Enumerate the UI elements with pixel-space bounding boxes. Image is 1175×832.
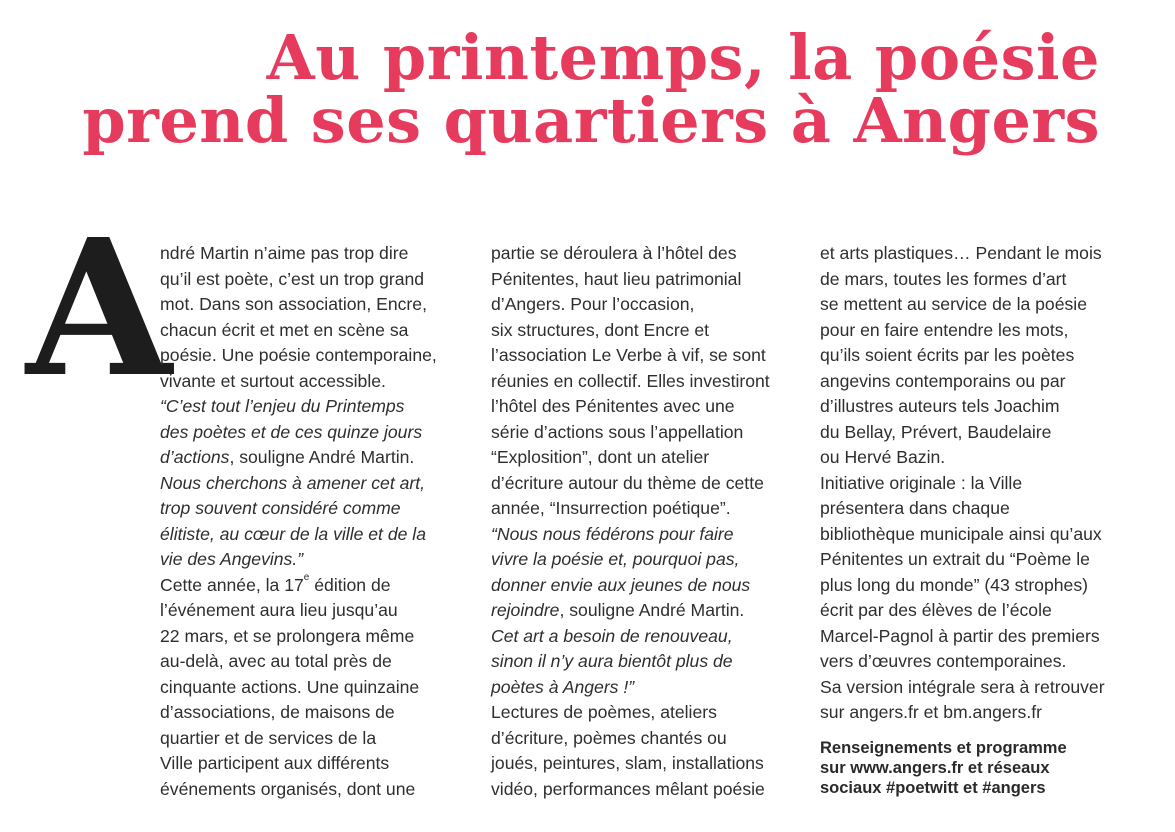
text-line: Lectures de poèmes, ateliers — [491, 702, 717, 722]
quote-line: Cet art a besoin de renouveau, — [491, 625, 733, 646]
text-line: écrit par des élèves de l’école — [820, 600, 1052, 620]
quote-line: vivre la poésie et, pourquoi pas, — [491, 549, 740, 569]
text-line: Marcel-Pagnol à partir des premiers — [820, 625, 1100, 646]
quote-fragment: d’actions — [160, 447, 230, 467]
text-line: Ville participent aux différents — [160, 753, 390, 773]
superscript: e — [303, 571, 310, 583]
title-line-1: Au printemps, la poésie — [266, 21, 1100, 94]
quote-fragment: rejoindre — [491, 600, 560, 620]
text-fragment: édition de — [309, 574, 391, 595]
quote-line: des poètes et de ces quinze jours — [160, 421, 423, 442]
mixed-line — [491, 598, 770, 624]
mixed-line — [160, 445, 437, 471]
quote-line: poètes à Angers !” — [491, 676, 635, 697]
text-line: “Explosition”, dont un atelier — [491, 447, 710, 467]
text-line: 22 mars, et se prolongera même — [160, 625, 415, 646]
quote-line: Nous cherchons à amener cet art, — [160, 472, 426, 493]
text-line: ndré Martin n’aime pas trop dire — [160, 243, 409, 263]
text-line: ou Hervé Bazin. — [820, 447, 946, 467]
text-line: plus long du monde” (43 strophes) — [820, 574, 1088, 595]
quote-line: trop souvent considéré comme — [160, 498, 401, 518]
info-line: Renseignements et programme — [820, 739, 1067, 757]
text-line: qu’ils soient écrits par les poètes — [820, 345, 1075, 365]
text-line: du Bellay, Prévert, Baudelaire — [820, 421, 1052, 442]
text-line: d’écriture, poèmes chantés ou — [491, 727, 727, 748]
text-fragment: Cette année, la 17 — [160, 574, 304, 595]
text-line: Initiative originale : la Ville — [820, 472, 1023, 493]
text-line: d’Angers. Pour l’occasion, — [491, 294, 695, 314]
text-line: au-delà, avec au total près de — [160, 651, 392, 671]
text-fragment: , souligne André Martin. — [229, 447, 415, 467]
quote-line: vie des Angevins.” — [160, 549, 304, 569]
text-line: joués, peintures, slam, installations — [491, 753, 764, 773]
text-line: se mettent au service de la poésie — [820, 294, 1087, 314]
text-line: Sa version intégrale sera à retrouver — [820, 676, 1105, 697]
text-line: d’illustres auteurs tels Joachim — [820, 396, 1060, 416]
text-line: six structures, dont Encre et — [491, 319, 710, 340]
text-line: quartier et de services de la — [160, 727, 377, 748]
quote-line: donner envie aux jeunes de nous — [491, 574, 751, 595]
text-line: vivante et surtout accessible. — [160, 370, 386, 391]
text-line: d’associations, de maisons de — [160, 702, 395, 722]
quote-line: élitiste, au cœur de la ville et de la — [160, 523, 426, 544]
text-line: sur angers.fr et bm.angers.fr — [820, 702, 1042, 722]
article-title — [0, 21, 1100, 157]
text-line: qu’il est poète, c’est un trop grand — [160, 268, 425, 289]
text-line: Pénitentes un extrait du “Poème le — [820, 549, 1090, 569]
text-line: et arts plastiques… Pendant le mois — [820, 243, 1102, 263]
article-column-1 — [160, 241, 437, 802]
text-line: chacun écrit et met en scène sa — [160, 319, 409, 340]
text-line: vidéo, performances mêlant poésie — [491, 778, 765, 799]
text-line: l’événement aura lieu jusqu’au — [160, 600, 398, 620]
text-line: réunies en collectif. Elles investiront — [491, 370, 770, 391]
info-line: sur www.angers.fr et réseaux — [820, 759, 1050, 777]
quote-line: “Nous nous fédérons pour faire — [491, 523, 734, 544]
text-line: cinquante actions. Une quinzaine — [160, 676, 420, 697]
text-line: partie se déroulera à l’hôtel des — [491, 243, 737, 263]
title-line-2: prend ses quartiers à Angers — [82, 84, 1100, 157]
article-column-3 — [820, 241, 1105, 726]
text-line: Pénitentes, haut lieu patrimonial — [491, 268, 742, 289]
text-line: angevins contemporains ou par — [820, 370, 1066, 391]
text-line: de mars, toutes les formes d’art — [820, 268, 1067, 289]
text-line: vers d’œuvres contemporaines. — [820, 651, 1067, 671]
text-fragment: , souligne André Martin. — [559, 600, 745, 620]
text-line: mot. Dans son association, Encre, — [160, 294, 427, 314]
text-line: poésie. Une poésie contemporaine, — [160, 345, 437, 365]
text-line: d’écriture autour du thème de cette — [491, 472, 764, 493]
text-line: l’association Le Verbe à vif, se sont — [491, 345, 766, 365]
text-line: bibliothèque municipale ainsi qu’aux — [820, 523, 1102, 544]
drop-cap: A — [26, 198, 172, 419]
text-line: événements organisés, dont une — [160, 778, 416, 799]
quote-line: “C’est tout l’enjeu du Printemps — [160, 396, 405, 416]
text-line: l’hôtel des Pénitentes avec une — [491, 396, 735, 416]
quote-line: sinon il n’y aura bientôt plus de — [491, 651, 733, 671]
text-line: pour en faire entendre les mots, — [820, 319, 1069, 340]
info-line: sociaux #poetwitt et #angers — [820, 779, 1046, 797]
mixed-line — [160, 573, 437, 599]
text-line: présentera dans chaque — [820, 498, 1010, 518]
text-line: série d’actions sous l’appellation — [491, 421, 744, 442]
text-line: année, “Insurrection poétique”. — [491, 498, 731, 518]
article-column-2 — [491, 241, 770, 802]
info-box — [820, 738, 1067, 798]
